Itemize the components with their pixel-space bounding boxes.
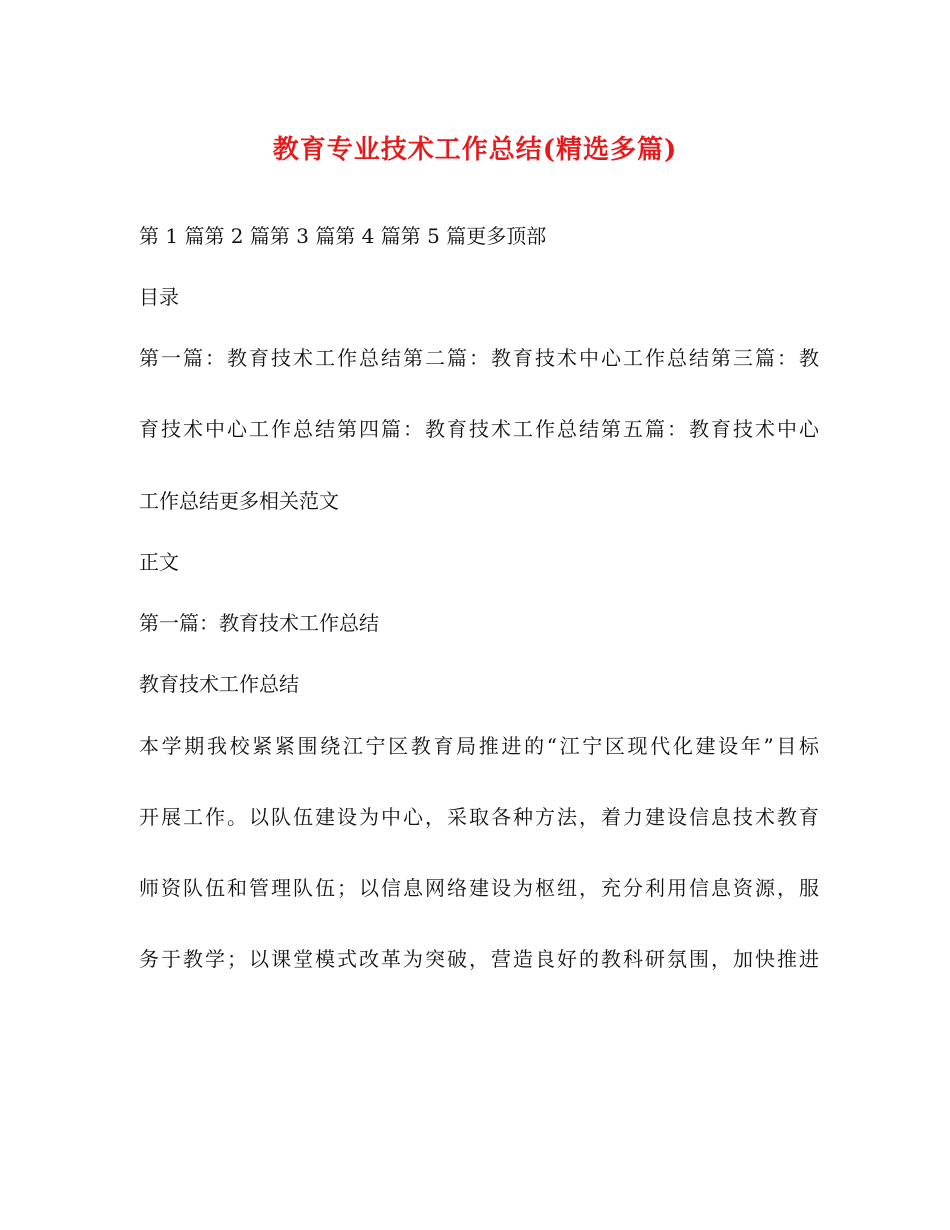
section-title: 第一篇：教育技术工作总结 [139,611,379,635]
paragraph-line: 务于教学；以课堂模式改革为突破，营造良好的教科研氛围，加快推进 [139,947,819,971]
section-subtitle: 教育技术工作总结 [139,672,299,696]
paragraph-line: 本学期我校紧紧围绕江宁区教育局推进的“江宁区现代化建设年”目标 [139,734,819,758]
document-title: 教育专业技术工作总结(精选多篇) [272,135,678,165]
toc-line: 育技术中心工作总结第四篇：教育技术工作总结第五篇：教育技术中心 [139,417,819,441]
body-heading: 正文 [139,550,179,574]
toc-line: 第一篇：教育技术工作总结第二篇：教育技术中心工作总结第三篇：教 [139,346,819,370]
article-nav: 第 1 篇第 2 篇第 3 篇第 4 篇第 5 篇更多顶部 [139,224,547,248]
toc-heading: 目录 [139,285,179,309]
paragraph-line: 师资队伍和管理队伍；以信息网络建设为枢纽，充分利用信息资源，服 [139,876,819,900]
paragraph-line: 开展工作。以队伍建设为中心，采取各种方法，着力建设信息技术教育 [139,805,819,829]
toc-line: 工作总结更多相关范文 [139,489,339,513]
